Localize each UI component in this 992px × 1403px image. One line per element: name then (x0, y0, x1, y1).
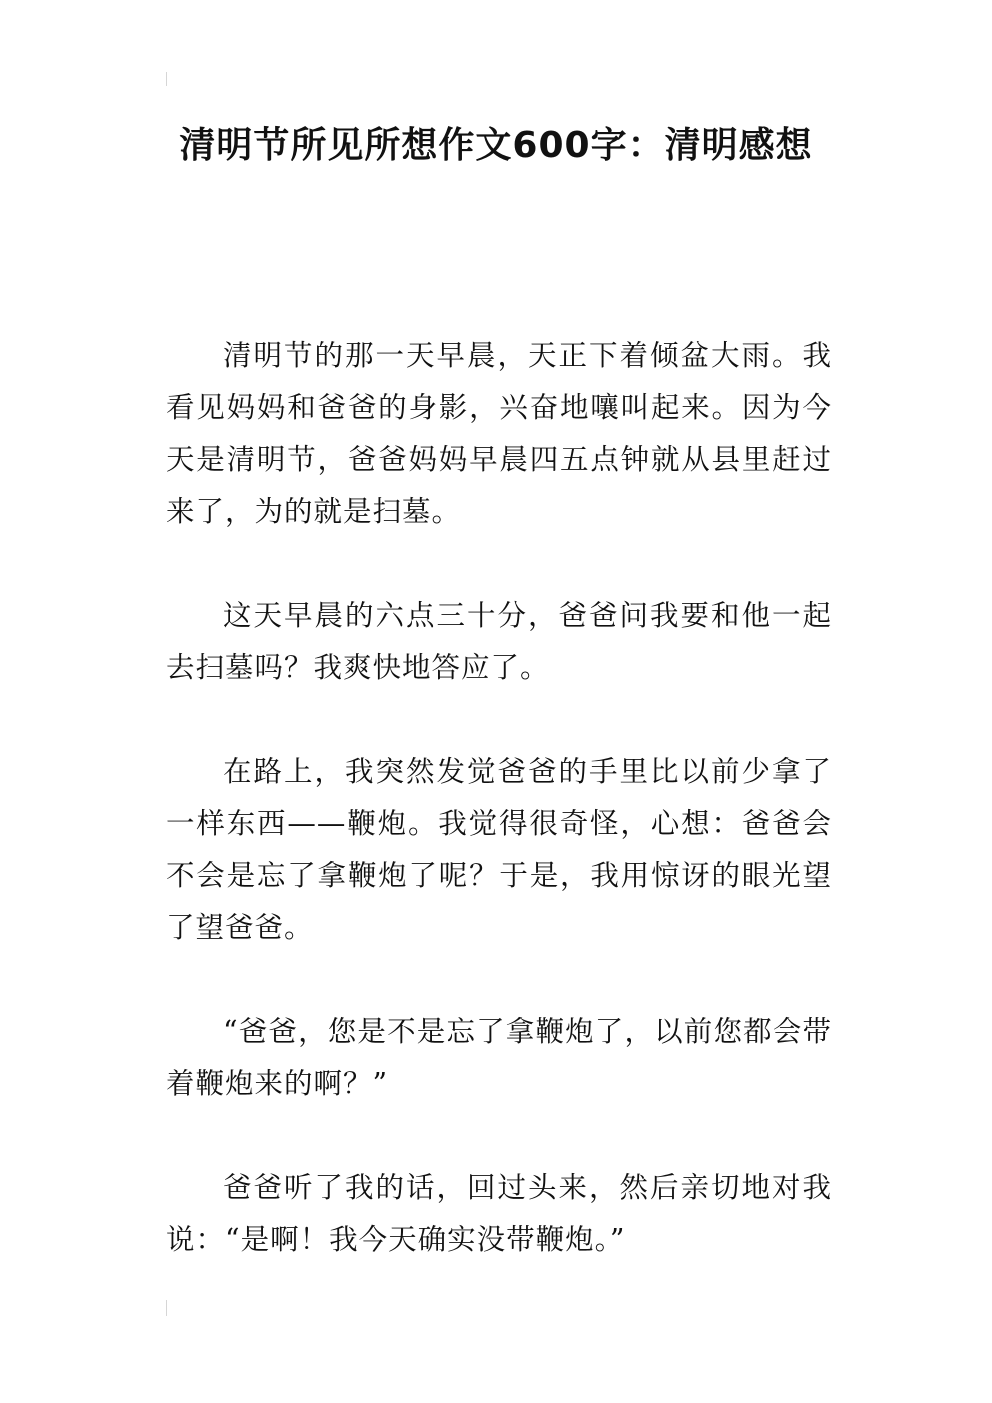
paragraph-4: “爸爸，您是不是忘了拿鞭炮了，以前您都会带着鞭炮来的啊？” (166, 1015, 832, 1100)
margin-mark-bottom (166, 1300, 167, 1316)
paragraph-3: 在路上，我突然发觉爸爸的手里比以前少拿了一样东西——鞭炮。我觉得很奇怪，心想：爸爸会不会是忘了拿鞭炮了呢？于是，我用惊讶的眼光望了望爸爸。 (166, 755, 832, 944)
paragraph-5: 爸爸听了我的话，回过头来，然后亲切地对我说：“是啊！我今天确实没带鞭炮。” (166, 1171, 832, 1256)
paragraph-1: 清明节的那一天早晨，天正下着倾盆大雨。我看见妈妈和爸爸的身影，兴奋地嚷叫起来。因为今天是清明节，爸爸妈妈早晨四五点钟就从县里赶过来了，为的就是扫墓。 (166, 339, 832, 528)
page-title: 清明节所见所想作文600字：清明感想 (179, 125, 813, 166)
margin-mark-top (166, 72, 167, 86)
paragraph-2: 这天早晨的六点三十分，爸爸问我要和他一起去扫墓吗？我爽快地答应了。 (166, 599, 832, 684)
